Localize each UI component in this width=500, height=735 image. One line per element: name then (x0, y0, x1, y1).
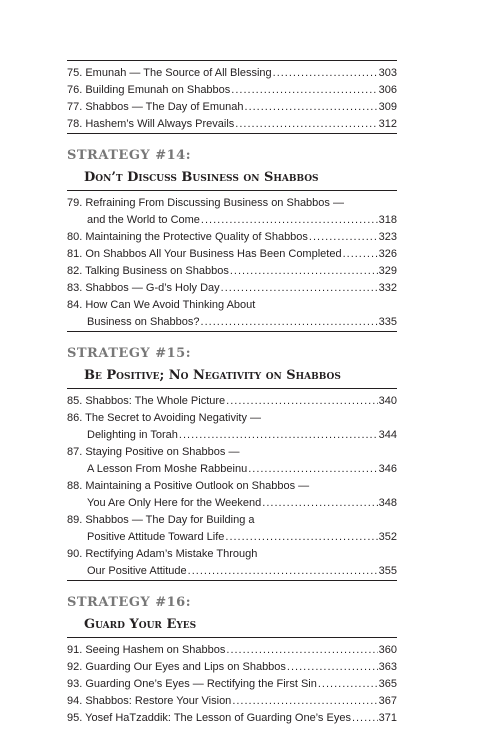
strategy-section (67, 346, 397, 581)
toc-entry-title: 92. Guarding Our Eyes and Lips on Shabbos (67, 661, 286, 673)
dot-leader (179, 427, 378, 444)
toc-sections (67, 148, 397, 727)
toc-page-number: 318 (378, 214, 397, 226)
dot-leader (248, 461, 377, 478)
strategy-number: STRATEGY #15: (67, 346, 192, 361)
toc-page (67, 60, 397, 727)
toc-page-number: 335 (378, 316, 397, 328)
toc-entry[interactable] (67, 82, 397, 99)
toc-page-number: 329 (378, 265, 397, 277)
toc-page-number: 312 (378, 118, 397, 130)
toc-entry-title-continued: Delighting in Torah (87, 429, 178, 441)
toc-entry[interactable] (67, 642, 397, 659)
toc-entry-title: 89. Shabbos — The Day for Building a (67, 514, 255, 526)
strategy-title: Don’t Discuss Business on Shabbos (84, 170, 319, 185)
toc-entry-title: 94. Shabbos: Restore Your Vision (67, 695, 232, 707)
toc-page-number: 340 (378, 395, 397, 407)
dot-leader (188, 563, 378, 580)
toc-entry[interactable] (67, 65, 397, 82)
toc-entry[interactable] (67, 393, 397, 410)
toc-entry[interactable] (67, 297, 397, 331)
strategy-number: STRATEGY #14: (67, 148, 192, 163)
toc-page-number: 306 (378, 84, 397, 96)
strategy-section (67, 148, 397, 332)
toc-entry-title-continued: and the World to Come (87, 214, 200, 226)
dot-leader (226, 642, 377, 659)
toc-entry[interactable] (67, 229, 397, 246)
toc-entry-title: 87. Staying Positive on Shabbos — (67, 446, 240, 458)
dot-leader (343, 246, 378, 263)
toc-entry-title: 88. Maintaining a Positive Outlook on Shabbos — (67, 480, 310, 492)
section-rule (67, 331, 397, 332)
toc-page-number: 326 (378, 248, 397, 260)
toc-entry[interactable] (67, 116, 397, 133)
toc-page-number: 352 (378, 531, 397, 543)
toc-page-number: 363 (378, 661, 397, 673)
toc-page-number: 367 (378, 695, 397, 707)
toc-page-number: 323 (378, 231, 397, 243)
toc-entry-title: 77. Shabbos — The Day of Emunah (67, 101, 244, 113)
toc-page-number: 309 (378, 101, 397, 113)
toc-entry-title: 86. The Secret to Avoiding Negativity — (67, 412, 262, 424)
dot-leader (221, 280, 378, 297)
dot-leader (226, 393, 377, 410)
toc-page-number: 355 (378, 565, 397, 577)
toc-entry-title: 80. Maintaining the Protective Quality of Shabbos (67, 231, 308, 243)
section-rule (67, 580, 397, 581)
toc-list (67, 191, 397, 331)
toc-entry[interactable] (67, 676, 397, 693)
toc-entry[interactable] (67, 444, 397, 478)
dot-leader (262, 495, 377, 512)
toc-page-number: 371 (378, 712, 397, 724)
dot-leader (352, 710, 378, 727)
toc-entry-title: 78. Hashem’s Will Always Prevails (67, 118, 235, 130)
dot-leader (232, 693, 377, 710)
dot-leader (309, 229, 378, 246)
dot-leader (318, 676, 378, 693)
toc-entry-title-continued: Business on Shabbos? (87, 316, 200, 328)
dot-leader (273, 65, 378, 82)
toc-list (67, 389, 397, 580)
strategy-number: STRATEGY #16: (67, 595, 192, 610)
toc-page-number: 344 (378, 429, 397, 441)
dot-leader (245, 99, 378, 116)
toc-entry-title: 90. Rectifying Adam’s Mistake Through (67, 548, 258, 560)
toc-entry-title: 79. Refraining From Discussing Business on Shabbos — (67, 197, 344, 209)
toc-entry[interactable] (67, 512, 397, 546)
toc-page-number: 360 (378, 644, 397, 656)
toc-entry[interactable] (67, 263, 397, 280)
toc-entry[interactable] (67, 280, 397, 297)
toc-entry-title: 76. Building Emunah on Shabbos (67, 84, 231, 96)
toc-entry[interactable] (67, 710, 397, 727)
toc-page-number: 332 (378, 282, 397, 294)
toc-entry-title: 85. Shabbos: The Whole Picture (67, 395, 226, 407)
toc-entry[interactable] (67, 546, 397, 580)
toc-entry-title-continued: Our Positive Attitude (87, 565, 187, 577)
toc-entry-title-continued: A Lesson From Moshe Rabbeinu (87, 463, 248, 475)
toc-entry[interactable] (67, 195, 397, 229)
dot-leader (230, 263, 378, 280)
toc-entry-title: 75. Emunah — The Source of All Blessing (67, 67, 272, 79)
strategy-section (67, 595, 397, 727)
toc-entry-title: 83. Shabbos — G-d’s Holy Day (67, 282, 220, 294)
dot-leader (225, 529, 377, 546)
dot-leader (235, 116, 377, 133)
toc-entry-title-continued: Positive Attitude Toward Life (87, 531, 225, 543)
toc-entry[interactable] (67, 659, 397, 676)
strategy-title: Be Positive; No Negativity on Shabbos (84, 368, 341, 383)
toc-entry[interactable] (67, 246, 397, 263)
toc-entry-title-continued: You Are Only Here for the Weekend (87, 497, 262, 509)
dot-leader (231, 82, 377, 99)
dot-leader (201, 212, 378, 229)
toc-page-number: 346 (378, 463, 397, 475)
toc-entry-title: 84. How Can We Avoid Thinking About (67, 299, 256, 311)
strategy-title: Guard Your Eyes (84, 617, 197, 632)
toc-entry-title: 93. Guarding One’s Eyes — Rectifying the First Sin (67, 678, 317, 690)
toc-page-number: 348 (378, 497, 397, 509)
toc-list-top (67, 61, 397, 133)
toc-entry-title: 95. Yosef HaTzaddik: The Lesson of Guarding One’s Eyes (67, 712, 351, 724)
section-rule (67, 133, 397, 134)
dot-leader (287, 659, 378, 676)
toc-page-number: 303 (378, 67, 397, 79)
toc-page-number: 365 (378, 678, 397, 690)
toc-entry[interactable] (67, 478, 397, 512)
toc-entry[interactable] (67, 693, 397, 710)
toc-entry[interactable] (67, 99, 397, 116)
toc-entry[interactable] (67, 410, 397, 444)
dot-leader (201, 314, 378, 331)
toc-entry-title: 81. On Shabbos All Your Business Has Been Completed (67, 248, 342, 260)
toc-list (67, 638, 397, 727)
toc-entry-title: 91. Seeing Hashem on Shabbos (67, 644, 226, 656)
toc-entry-title: 82. Talking Business on Shabbos (67, 265, 229, 277)
